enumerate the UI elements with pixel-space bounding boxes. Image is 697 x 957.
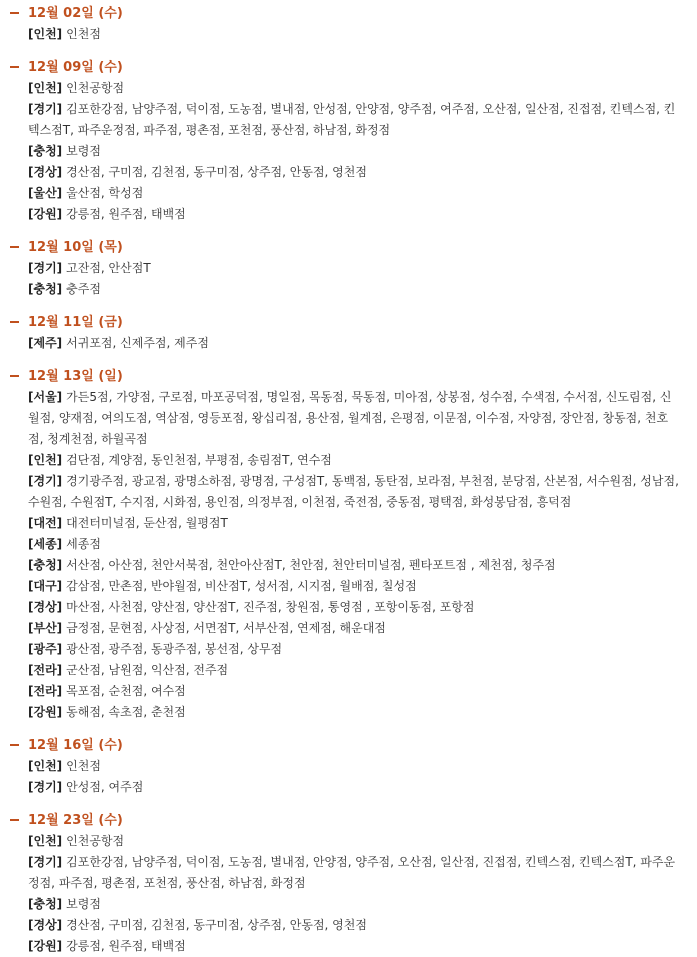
region-row [28,471,683,513]
date-heading: 12월 11일 (금) [28,315,123,330]
store-list: 목포점, 순천점, 여수점 [66,684,186,698]
date-group [8,735,683,798]
dash-icon [10,375,19,377]
region-label: [경상] [28,600,63,614]
region-label: [전라] [28,663,63,677]
region-row [28,597,683,618]
region-row [28,99,683,141]
date-group [8,3,683,45]
region-label: [인천] [28,81,63,95]
dash-icon [10,66,19,68]
store-list: 보령점 [66,897,101,911]
region-label: [세종] [28,537,63,551]
store-list: 광산점, 광주점, 동광주점, 봉선점, 상무점 [66,642,283,656]
region-label: [강원] [28,705,63,719]
store-list: 김포한강점, 남양주점, 덕이점, 도농점, 별내점, 안성점, 안양점, 양주점, 여주점, 오산점, 일산점, 진접점, 킨텍스점, 킨텍스점T, 파주운정점, 파주점, 평촌점, 포천점, 풍산점, 하남점, 화정점 [28,102,676,137]
region-row [28,387,683,450]
region-label: [전라] [28,684,63,698]
region-label: [울산] [28,186,63,200]
region-row [28,24,683,45]
dash-icon [10,321,19,323]
region-row [28,639,683,660]
region-label: [경상] [28,918,63,932]
store-list: 검단점, 계양점, 동인천점, 부평점, 송림점T, 연수점 [66,453,332,467]
store-list: 대전터미널점, 둔산점, 월평점T [66,516,228,530]
store-list: 김포한강점, 남양주점, 덕이점, 도농점, 별내점, 안양점, 양주점, 오산점, 일산점, 진접점, 킨텍스점, 킨텍스점T, 파주운정점, 파주점, 평촌점, 포천점, 풍산점, 하남점, 화정점 [28,855,676,890]
date-group [8,366,683,723]
dash-icon [10,744,19,746]
store-list: 고잔점, 안산점T [66,261,151,275]
region-row [28,333,683,354]
date-group [8,57,683,225]
region-row [28,852,683,894]
region-label: [충청] [28,558,63,572]
store-list: 서산점, 아산점, 천안서북점, 천안아산점T, 천안점, 천안터미널점, 펜타포트점 , 제천점, 청주점 [66,558,556,572]
store-list: 서귀포점, 신제주점, 제주점 [66,336,209,350]
region-label: [광주] [28,642,63,656]
region-row [28,894,683,915]
store-list: 인천점 [66,27,101,41]
store-list: 인천공항점 [66,81,125,95]
region-row [28,555,683,576]
store-list: 충주점 [66,282,101,296]
date-group [8,312,683,354]
region-row [28,204,683,225]
region-label: [인천] [28,453,63,467]
region-row [28,162,683,183]
region-label: [인천] [28,27,63,41]
region-label: [강원] [28,939,63,953]
region-row [28,513,683,534]
store-list: 감삼점, 만촌점, 반야월점, 비산점T, 성서점, 시지점, 월배점, 칠성점 [66,579,417,593]
region-label: [충청] [28,897,63,911]
region-label: [경기] [28,102,63,116]
store-list: 보령점 [66,144,101,158]
region-label: [대전] [28,516,63,530]
region-label: [강원] [28,207,63,221]
store-list: 인천공항점 [66,834,125,848]
store-list: 동해점, 속초점, 춘천점 [66,705,186,719]
region-label: [대구] [28,579,63,593]
region-row [28,279,683,300]
region-label: [부산] [28,621,63,635]
store-list: 가든5점, 가양점, 구로점, 마포공덕점, 명일점, 목동점, 묵동점, 미아점, 상봉점, 성수점, 수색점, 수서점, 신도림점, 신월점, 양재점, 여의도점, 역삼점, 영등포점, 왕십리점, 용산점, 월계점, 은평점, 이문점, 이수점, 자양점, 장안점, 창동점, 천호점, 청계천점, 하월곡점 [28,390,672,446]
store-list: 울산점, 학성점 [66,186,144,200]
region-row [28,915,683,936]
region-row [28,660,683,681]
region-label: [경기] [28,261,63,275]
region-label: [경기] [28,474,63,488]
region-row [28,681,683,702]
store-list: 경기광주점, 광교점, 광명소하점, 광명점, 구성점T, 동백점, 동탄점, 보라점, 부천점, 분당점, 산본점, 서수원점, 성남점, 수원점, 수원점T, 수지점, 시화점, 용인점, 의정부점, 이천점, 죽전점, 중동점, 평택점, 화성봉담점, 흥덕점 [28,474,679,509]
region-row [28,258,683,279]
region-label: [경상] [28,165,63,179]
date-heading: 12월 13일 (일) [28,369,123,384]
region-row [28,141,683,162]
store-list: 세종점 [66,537,101,551]
region-row [28,618,683,639]
region-label: [충청] [28,282,63,296]
region-row [28,777,683,798]
region-label: [충청] [28,144,63,158]
region-row [28,936,683,957]
store-list: 경산점, 구미점, 김천점, 동구미점, 상주점, 안동점, 영천점 [66,165,367,179]
region-row [28,702,683,723]
region-label: [서울] [28,390,63,404]
region-label: [제주] [28,336,63,350]
store-list: 인천점 [66,759,101,773]
store-list: 금정점, 문현점, 사상점, 서면점T, 서부산점, 연제점, 해운대점 [66,621,386,635]
region-label: [경기] [28,780,63,794]
date-heading: 12월 16일 (수) [28,738,123,753]
region-label: [경기] [28,855,63,869]
region-row [28,78,683,99]
region-row [28,183,683,204]
region-row [28,576,683,597]
store-list: 군산점, 남원점, 익산점, 전주점 [66,663,229,677]
region-label: [인천] [28,834,63,848]
store-list: 강릉점, 원주점, 태백점 [66,207,186,221]
date-group [8,810,683,957]
dash-icon [10,246,19,248]
date-heading: 12월 10일 (목) [28,240,123,255]
store-list: 강릉점, 원주점, 태백점 [66,939,186,953]
store-list: 경산점, 구미점, 김천점, 동구미점, 상주점, 안동점, 영천점 [66,918,367,932]
region-row [28,756,683,777]
date-heading: 12월 02일 (수) [28,6,123,21]
region-row [28,450,683,471]
region-row [28,831,683,852]
dash-icon [10,12,19,14]
date-group [8,237,683,300]
dash-icon [10,819,19,821]
region-row [28,534,683,555]
region-label: [인천] [28,759,63,773]
date-heading: 12월 23일 (수) [28,813,123,828]
store-list: 안성점, 여주점 [66,780,144,794]
store-list: 마산점, 사천점, 양산점, 양산점T, 진주점, 창원점, 통영점 , 포항이동점, 포항점 [66,600,475,614]
date-heading: 12월 09일 (수) [28,60,123,75]
